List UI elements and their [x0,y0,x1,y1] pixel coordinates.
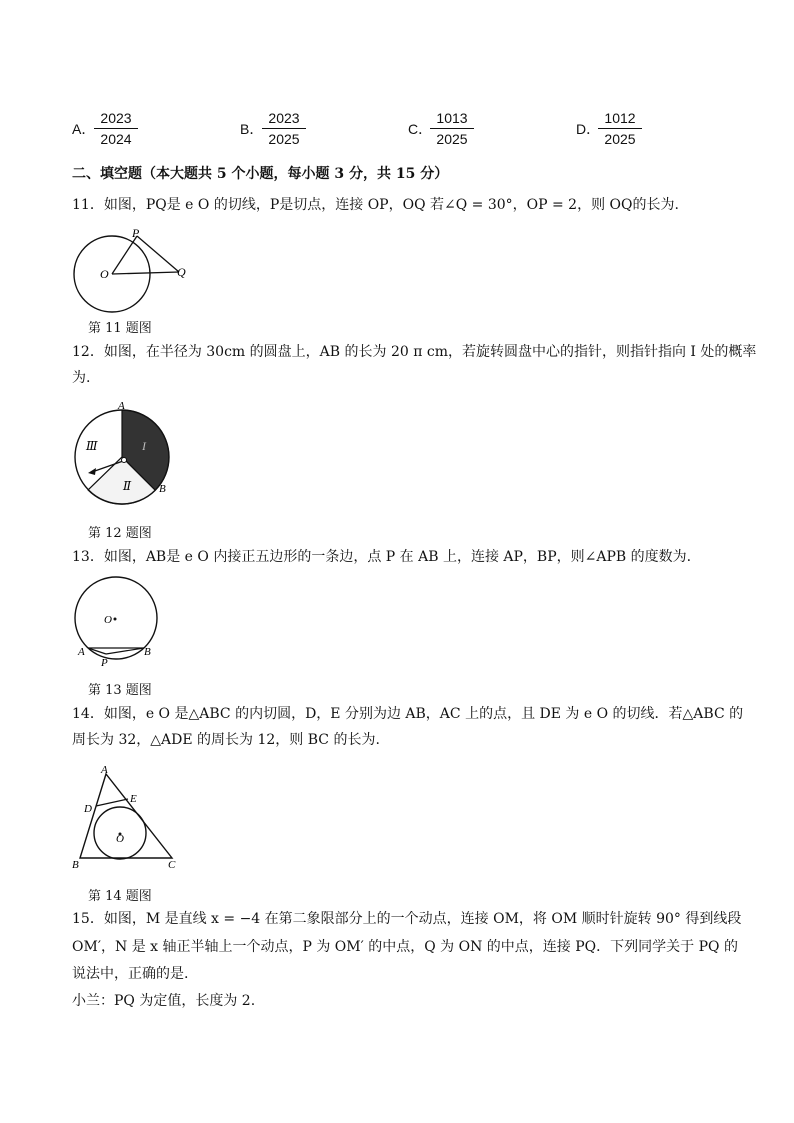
question-15-line-4: 小兰：PQ 为定值，长度为 2. [72,993,256,1009]
question-15-line-2: OM′，N 是 x 轴正半轴上一个动点，P 为 OM′ 的中点，Q 为 ON 的中点，连接 PQ．下列同学关于 PQ 的 [72,939,738,955]
figure-12 [68,400,188,512]
figure-11-label-p: P [132,226,140,240]
figure-14-label-c: C [168,859,176,871]
figure-11-segment-pq [137,236,179,272]
figure-12-label-i: I [142,439,146,453]
figure-14-label-a: A [101,764,108,776]
choice-c-letter: C． [408,121,433,137]
figure-13 [68,575,168,670]
choice-b-denominator: 2025 [268,131,300,147]
figure-12-label-a: A [118,400,125,412]
choice-a-denominator: 2024 [100,131,132,147]
choice-a-fraction [94,109,138,148]
figure-12-label-ii: Ⅱ [123,479,132,493]
choice-b-fraction [262,109,306,148]
question-13-text: 13．如图，AB是 e O 内接正五边形的一条边，点 P 在 AB 上，连接 AP，BP，则∠APB 的度数为. [72,549,692,565]
choice-d-denominator: 2025 [604,131,636,147]
figure-14-label-b: B [72,859,79,871]
figure-13-label-a: A [78,646,85,658]
choice-d-numerator: 1012 [598,109,642,129]
choice-c-denominator: 2025 [436,131,468,147]
question-11-text: 11．如图，PQ是 e O 的切线，P是切点，连接 OP，OQ 若∠Q = 30°，OP = 2，则 OQ的长为. [72,197,679,213]
figure-11-label-q: Q [177,265,186,279]
question-12-line-2: 为. [72,370,91,386]
choice-d-letter: D． [576,121,601,137]
section-title: 二、填空题（本大题共 5 个小题，每小题 3 分，共 15 分） [72,166,449,182]
choice-d-fraction [598,109,642,148]
choice-c-fraction [430,109,474,148]
figure-14-label-o: O [116,833,124,845]
figure-14-triangle-abc [80,774,172,858]
choice-a-numerator: 2023 [94,109,138,129]
figure-12-pivot [122,458,127,463]
figure-14-caption: 第 14 题图 [88,889,152,904]
choice-b-letter: B． [240,121,264,137]
question-15-line-1: 15．如图，M 是直线 x = −4 在第二象限部分上的一个动点，连接 OM，将 OM 顺时针旋转 90° 得到线段 [72,911,742,927]
figure-14 [68,762,188,872]
choice-c-numerator: 1013 [430,109,474,129]
figure-13-label-b: B [144,646,151,658]
figure-11-label-o: O [100,267,109,281]
figure-13-caption: 第 13 题图 [88,683,152,698]
figure-11-segment-oq [112,272,179,274]
question-12-line-1: 12．如图，在半径为 30cm 的圆盘上，AB 的长为 20 π cm，若旋转圆盘中心的指针，则指针指向 I 处的概率 [72,344,757,360]
figure-14-segment-de [96,799,128,806]
question-14-line-1: 14．如图，e O 是△ABC 的内切圆，D，E 分别为边 AB，AC 上的点，且 DE 为 e O 的切线．若△ABC 的 [72,706,744,722]
figure-11-segment-op [112,236,137,274]
figure-13-label-p: P [101,657,108,669]
figure-12-label-b: B [159,483,166,495]
figure-12-pointer-head [88,468,96,475]
figure-14-label-d: D [84,803,92,815]
figure-14-label-e: E [130,793,137,805]
figure-13-label-o: O [104,614,112,626]
question-14-line-2: 周长为 32，△ADE 的周长为 12，则 BC 的长为. [72,732,380,748]
figure-11 [68,225,198,315]
figure-12-caption: 第 12 题图 [88,526,152,541]
choice-a-letter: A． [72,121,96,137]
question-15-line-3: 说法中，正确的是. [72,966,189,982]
figure-13-center-dot [114,618,117,621]
choice-b-numerator: 2023 [262,109,306,129]
figure-12-label-iii: Ⅲ [86,439,98,453]
figure-11-caption: 第 11 题图 [88,321,152,336]
